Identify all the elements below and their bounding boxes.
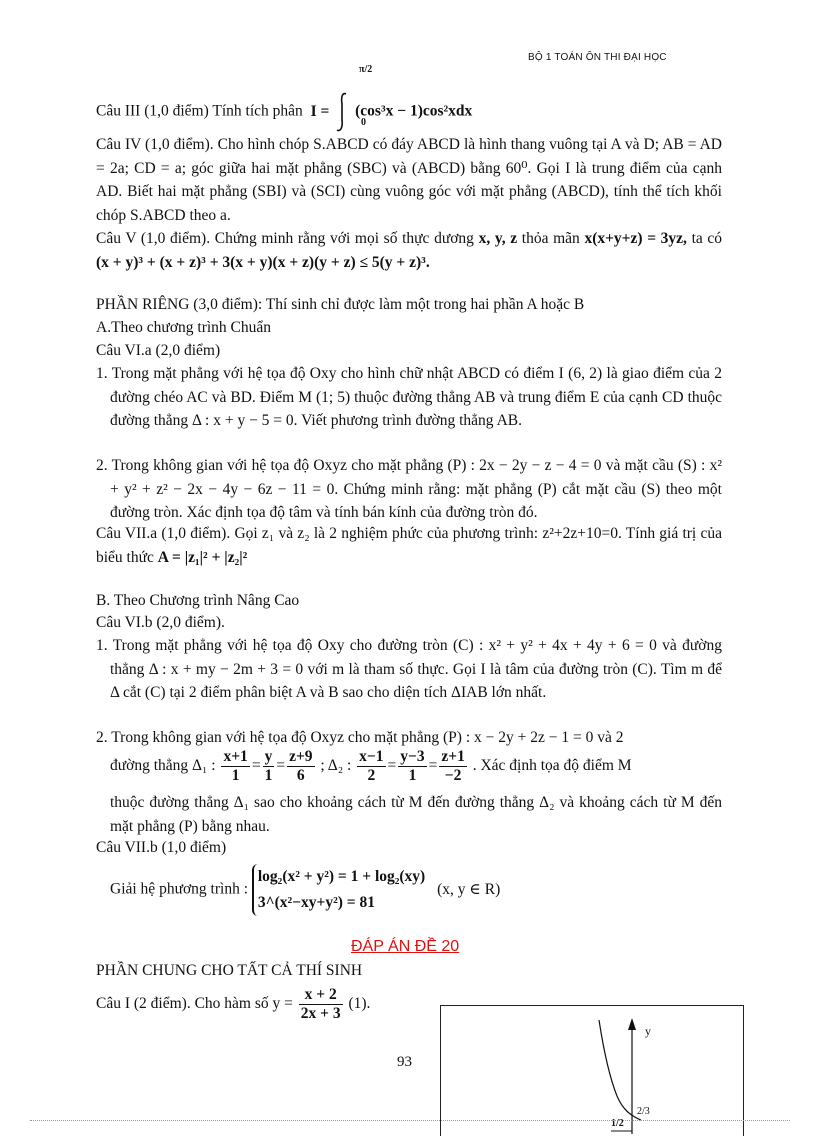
page-number: 93 bbox=[397, 1054, 412, 1070]
question-1-label: Câu I (2 điểm). Cho hàm số y = bbox=[96, 995, 293, 1013]
delta2-label: ; Δ₂ : bbox=[320, 757, 352, 775]
part-b-title: B. Theo Chương trình Nâng Cao bbox=[96, 592, 300, 609]
equation-2: 3^(x²−xy+y²) = 81 bbox=[257, 894, 375, 911]
question-4-text: Cho hình chóp S.ABCD có đáy ABCD là hình thang vuông tại A và D; AB = AD = 2a; CD = a; góc giữa hai mặt phẳng (SBC) và (ABCD) bằng 60⁰. Gọi I là trung điểm của cạnh AD. Biết hai mặt phẳng (SBI) và (SCI) cùng vuông góc với mặt phẳng (ABCD), tính thể tích khối chóp S.ABCD theo a. bbox=[96, 136, 723, 224]
question-6b-label: Câu VI.b (2,0 điểm). bbox=[96, 614, 225, 631]
question-5-vars: x, y, z bbox=[478, 230, 518, 247]
question-6a-2-text: Trong không gian với hệ tọa độ Oxyz cho mặt phẳng (P) : 2x − 2y − z − 4 = 0 và mặt cầu (S) : x² + y² + z² − 2x − 4y − 6z − 11 = 0. Chứng minh rằng: mặt phẳng (P) cắt mặt cầu (S) theo một đường tròn. Xác định tọa độ tâm và tính bán kính của đường tròn đó. bbox=[110, 457, 722, 521]
integral-lower-limit: 0 bbox=[361, 117, 366, 128]
answer-title bbox=[351, 938, 459, 956]
question-5-condition: x(x+y+z) = 3yz, bbox=[584, 230, 687, 247]
delta2-frac-z: $\frac{z+1}{-2}$ bbox=[441, 748, 465, 784]
integral-body: (cos³x − 1)cos²xdx bbox=[355, 102, 473, 120]
delta1-label: đường thẳng Δ₁ : bbox=[110, 757, 216, 775]
question-7a-label: Câu VII.a (1,0 điểm). bbox=[96, 525, 231, 542]
question-6a-2: 2. Trong không gian với hệ tọa độ Oxyz cho mặt phẳng (P) : 2x − 2y − z − 4 = 0 và mặt cầu (S) : x² + y² + z² − 2x − 4y − 6z − 11 = 0. Chứng minh rằng: mặt phẳng (P) cắt mặt cầu (S) theo một đường tròn. Xác định tọa độ tâm và tính bán kính của đường tròn đó. bbox=[96, 457, 722, 521]
question-5-text3: ta có bbox=[691, 230, 723, 247]
question-6a-1-text: Trong mặt phẳng với hệ tọa độ Oxy cho hình chữ nhật ABCD có điểm I (6, 2) là giao điểm của 2 đường chéo AC và BD. Điểm M (1; 5) thuộc đường thẳng AB và trung điểm E của cạnh CD thuộc đường thẳng Δ : x + y − 5 = 0. Viết phương trình đường thẳng AB. bbox=[110, 365, 722, 429]
section-rieng-heading: PHẦN RIÊNG (3,0 điểm): bbox=[96, 296, 263, 313]
y-axis-label: y bbox=[645, 1024, 651, 1038]
question-7b-text: Giải hệ phương trình : bbox=[110, 880, 248, 898]
equation-system bbox=[252, 864, 425, 916]
y-axis-arrow-icon bbox=[628, 1018, 636, 1030]
question-5-label: Câu V (1,0 điểm). bbox=[96, 230, 211, 247]
question-6a-label: Câu VI.a (2,0 điểm) bbox=[96, 342, 221, 359]
graph-mark-1-2: 1/2 bbox=[611, 1118, 624, 1129]
integral-upper-limit: π/2 bbox=[359, 64, 373, 75]
integral-lhs: I = bbox=[310, 102, 330, 120]
question-1 bbox=[96, 986, 370, 1023]
function-fraction: $\frac{x + 2}{2x + 3}$ bbox=[300, 986, 341, 1022]
question-6b-2-cont bbox=[110, 791, 722, 838]
question-5-text: Chứng minh rằng với mọi số thực dương bbox=[214, 230, 474, 247]
delta2-frac-y: $\frac{y-3}{1}$ bbox=[400, 748, 425, 784]
section-rieng-note: Thí sinh chỉ được làm một trong hai phần A hoặc B bbox=[265, 296, 585, 313]
question-6b-2: 2. Trong không gian với hệ tọa độ Oxyz cho mặt phẳng (P) : x − 2y + 2z − 1 = 0 và 2 bbox=[96, 729, 624, 746]
question-6b-2-lines: đường thẳng Δ₁ : $\frac{x+1}{1}$ = $\frac{y}{1}$ = $\frac{z+9}{6}$ ; Δ₂ : $\frac{x-1}{2}$ = $\frac{y-3}{1}$ = $\frac{z+1}{-2}$ . Xác định tọa độ điểm M bbox=[110, 748, 632, 784]
question-4-label: Câu IV (1,0 điểm). bbox=[96, 136, 214, 153]
delta2-frac-x: $\frac{x-1}{2}$ bbox=[359, 748, 384, 784]
question-7a-text: Gọi z₁ và z₂ là 2 nghiệm phức của phương trình: z²+2z+10=0. Tính giá trị của biểu thức bbox=[96, 525, 722, 566]
question-7a-expression: A = |z₁|² + |z₂|² bbox=[157, 548, 248, 566]
graph-svg bbox=[441, 1006, 743, 1136]
question-6b-2-post: . Xác định tọa độ điểm M bbox=[472, 757, 632, 775]
delta1-frac-x: $\frac{x+1}{1}$ bbox=[223, 748, 248, 784]
question-6b-2-cont-text: thuộc đường thẳng Δ₁ sao cho khoảng cách từ M đến đường thẳng Δ₂ và khoảng cách từ M đến mặt phẳng (P) bằng nhau. bbox=[110, 794, 722, 835]
part-a-title: A.Theo chương trình Chuẩn bbox=[96, 319, 272, 336]
question-7b bbox=[110, 864, 500, 916]
graph-curve bbox=[599, 1020, 641, 1120]
question-5-text2: thỏa mãn bbox=[521, 230, 580, 247]
question-6b-1-text: Trong mặt phẳng với hệ tọa độ Oxy cho đường tròn (C) : x² + y² + 4x + 4y + 6 = 0 và đường thẳng Δ : x + my − 2m + 3 = 0 với m là tham số thực. Gọi I là tâm của đường tròn (C). Tìm m để Δ cắt (C) tại 2 điểm phân biệt A và B sao cho diện tích ΔIAB lớn nhất. bbox=[110, 637, 722, 701]
common-section-title: PHẦN CHUNG CHO TẤT CẢ THÍ SINH bbox=[96, 962, 363, 979]
answer-title-text: ĐÁP ÁN ĐỀ 20 bbox=[351, 938, 460, 955]
question-6b-2-text: Trong không gian với hệ tọa độ Oxyz cho mặt phẳng (P) : x − 2y + 2z − 1 = 0 và 2 bbox=[111, 729, 624, 746]
question-7b-label: Câu VII.b (1,0 điểm) bbox=[96, 839, 227, 856]
question-5-inequality: (x + y)³ + (x + z)³ + 3(x + y)(x + z)(y + z) ≤ 5(y + z)³. bbox=[96, 253, 430, 271]
page-header: BỘ 1 TOÁN ÔN THI ĐẠI HỌC bbox=[528, 52, 667, 63]
section-rieng-title bbox=[96, 296, 584, 314]
question-1-suffix: (1). bbox=[348, 995, 371, 1013]
question-7a bbox=[96, 522, 722, 569]
graph-mark-2-3: 2/3 bbox=[637, 1106, 650, 1117]
function-graph bbox=[440, 1005, 744, 1136]
question-6a-1: 1. Trong mặt phẳng với hệ tọa độ Oxy cho hình chữ nhật ABCD có điểm I (6, 2) là giao điểm của 2 đường chéo AC và BD. Điểm M (1; 5) thuộc đường thẳng AB và trung điểm E của cạnh CD thuộc đường thẳng Δ : x + y − 5 = 0. Viết phương trình đường thẳng AB. bbox=[96, 365, 722, 429]
delta1-frac-y: $\frac{y}{1}$ bbox=[264, 748, 273, 784]
question-4 bbox=[96, 133, 722, 227]
question-5 bbox=[96, 227, 722, 274]
question-6b-1: 1. Trong mặt phẳng với hệ tọa độ Oxy cho đường tròn (C) : x² + y² + 4x + 4y + 6 = 0 và đường thẳng Δ : x + my − 2m + 3 = 0 với m là tham số thực. Gọi I là tâm của đường tròn (C). Tìm m để Δ cắt (C) tại 2 điểm phân biệt A và B sao cho diện tích ΔIAB lớn nhất. bbox=[96, 637, 722, 701]
question-3-label: Câu III (1,0 điểm) Tính tích phân bbox=[96, 102, 303, 120]
page-bottom-rule bbox=[30, 1120, 790, 1121]
delta1-frac-z: $\frac{z+9}{6}$ bbox=[289, 748, 313, 784]
equation-1: log₂(x² + y²) = 1 + log₂(xy) bbox=[257, 868, 426, 885]
integral-sign-icon bbox=[333, 90, 351, 134]
equation-domain: (x, y ∈ R) bbox=[437, 880, 501, 898]
question-3 bbox=[96, 90, 472, 134]
